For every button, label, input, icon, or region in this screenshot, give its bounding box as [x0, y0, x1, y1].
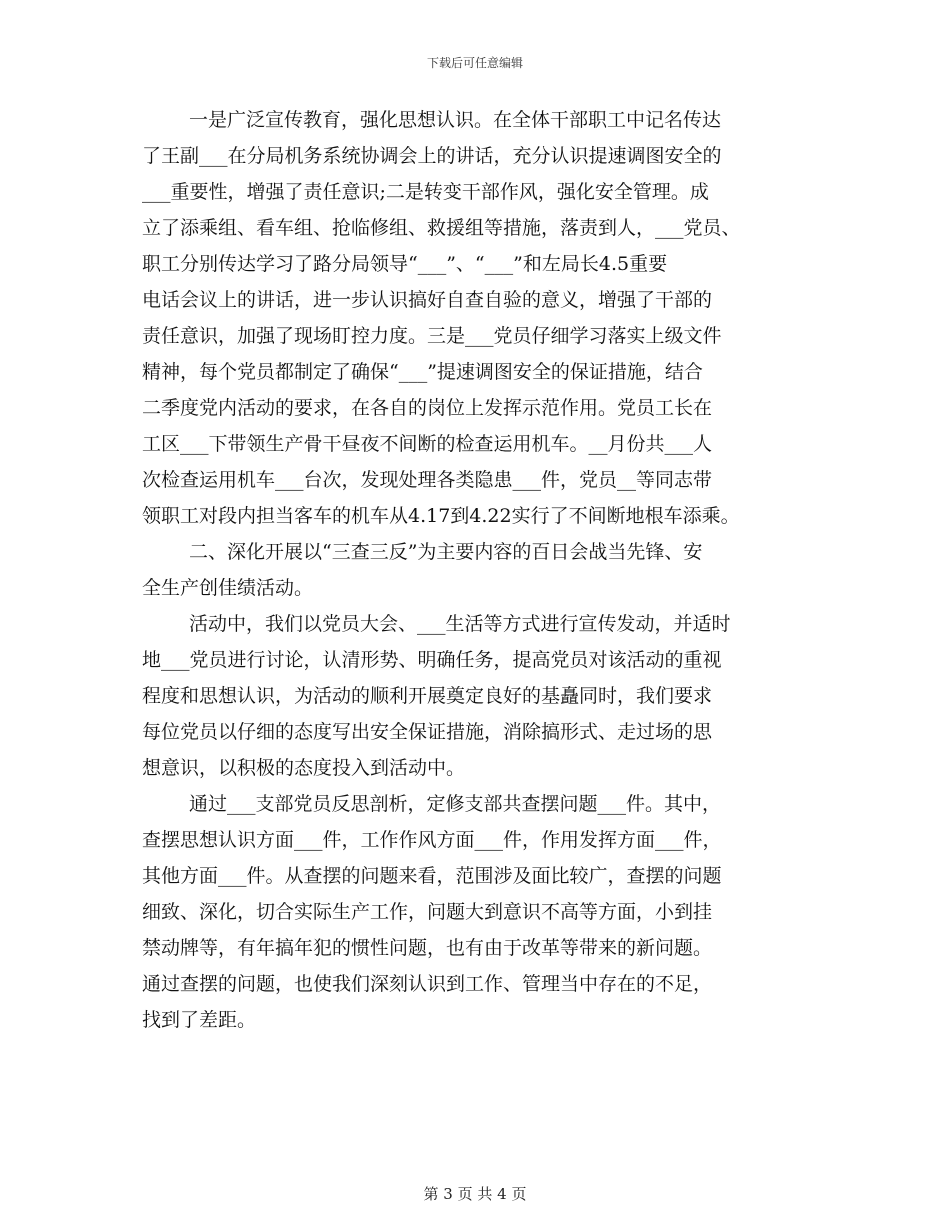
text-line: 通过查摆的问题，也使我们深刻认识到工作、管理当中存在的不足，: [142, 973, 713, 995]
text-line: 了王副___在分局机务系统协调会上的讲话，充分认识提速调图安全的: [142, 145, 722, 167]
text-line: 立了添乘组、看车组、抢临修组、救援组等措施，落责到人，___党员、: [142, 217, 741, 239]
text-line: 领职工对段内担当客车的机车从4.17到4.22实行了不间断地根车添乘。: [142, 505, 740, 527]
page-number: 第 3 页 共 4 页: [423, 1185, 527, 1203]
page-header: 下载后可任意编辑: [426, 56, 523, 70]
text-line: 程度和思想认识，为活动的顺利开展奠定良好的基矗同时，我们要求: [142, 685, 713, 707]
text-line: 一是广泛宣传教育，强化思想认识。在全体干部职工中记名传达: [189, 109, 722, 131]
text-line: 电话会议上的讲话，进一步认识搞好自查自验的意义，增强了干部的: [142, 289, 713, 311]
text-line: 查摆思想认识方面___件，工作作风方面___件，作用发挥方面___件，: [142, 829, 722, 851]
text-line: 活动中，我们以党员大会、___生活等方式进行宣传发动，并适时: [189, 613, 731, 635]
text-line: 二、深化开展以“三查三反”为主要内容的百日会战当先锋、安: [189, 541, 703, 563]
text-line: 工区___下带领生产骨干昼夜不间断的检查运用机车。__月份共___人: [142, 433, 713, 455]
text-line: 职工分别传达学习了路分局领导“___”、“___”和左局长4.5重要: [142, 253, 668, 275]
text-line: 精神，每个党员都制定了确保“___”提速调图安全的保证措施，结合: [142, 361, 703, 383]
text-line: 细致、深化，切合实际生产工作，问题大到意识不高等方面，小到挂: [142, 901, 713, 923]
text-line: 地___党员进行讨论，认清形势、明确任务，提高党员对该活动的重视: [142, 649, 722, 671]
text-line: 通过___支部党员反思剖析，定修支部共查摆问题___件。其中，: [189, 793, 722, 815]
text-line: 找到了差距。: [142, 1009, 257, 1031]
text-line: 二季度党内活动的要求，在各自的岗位上发挥示范作用。党员工长在: [142, 397, 713, 419]
text-line: 其他方面___件。从查摆的问题来看，范围涉及面比较广，查摆的问题: [142, 865, 722, 887]
text-line: ___重要性，增强了责任意识;二是转变干部作风，强化安全管理。成: [142, 181, 709, 203]
text-line: 次检查运用机车___台次，发现处理各类隐患___件，党员__等同志带: [142, 469, 713, 491]
text-line: 责任意识，加强了现场盯控力度。三是___党员仔细学习落实上级文件: [142, 325, 722, 347]
text-line: 想意识，以积极的态度投入到活动中。: [142, 757, 466, 779]
text-line: 禁动牌等，有年搞年犯的惯性问题，也有由于改革等带来的新问题。: [142, 937, 713, 959]
text-line: 每位党员以仔细的态度写出安全保证措施，消除搞形式、走过场的思: [142, 721, 713, 743]
text-line: 全生产创佳绩活动。: [142, 577, 314, 599]
